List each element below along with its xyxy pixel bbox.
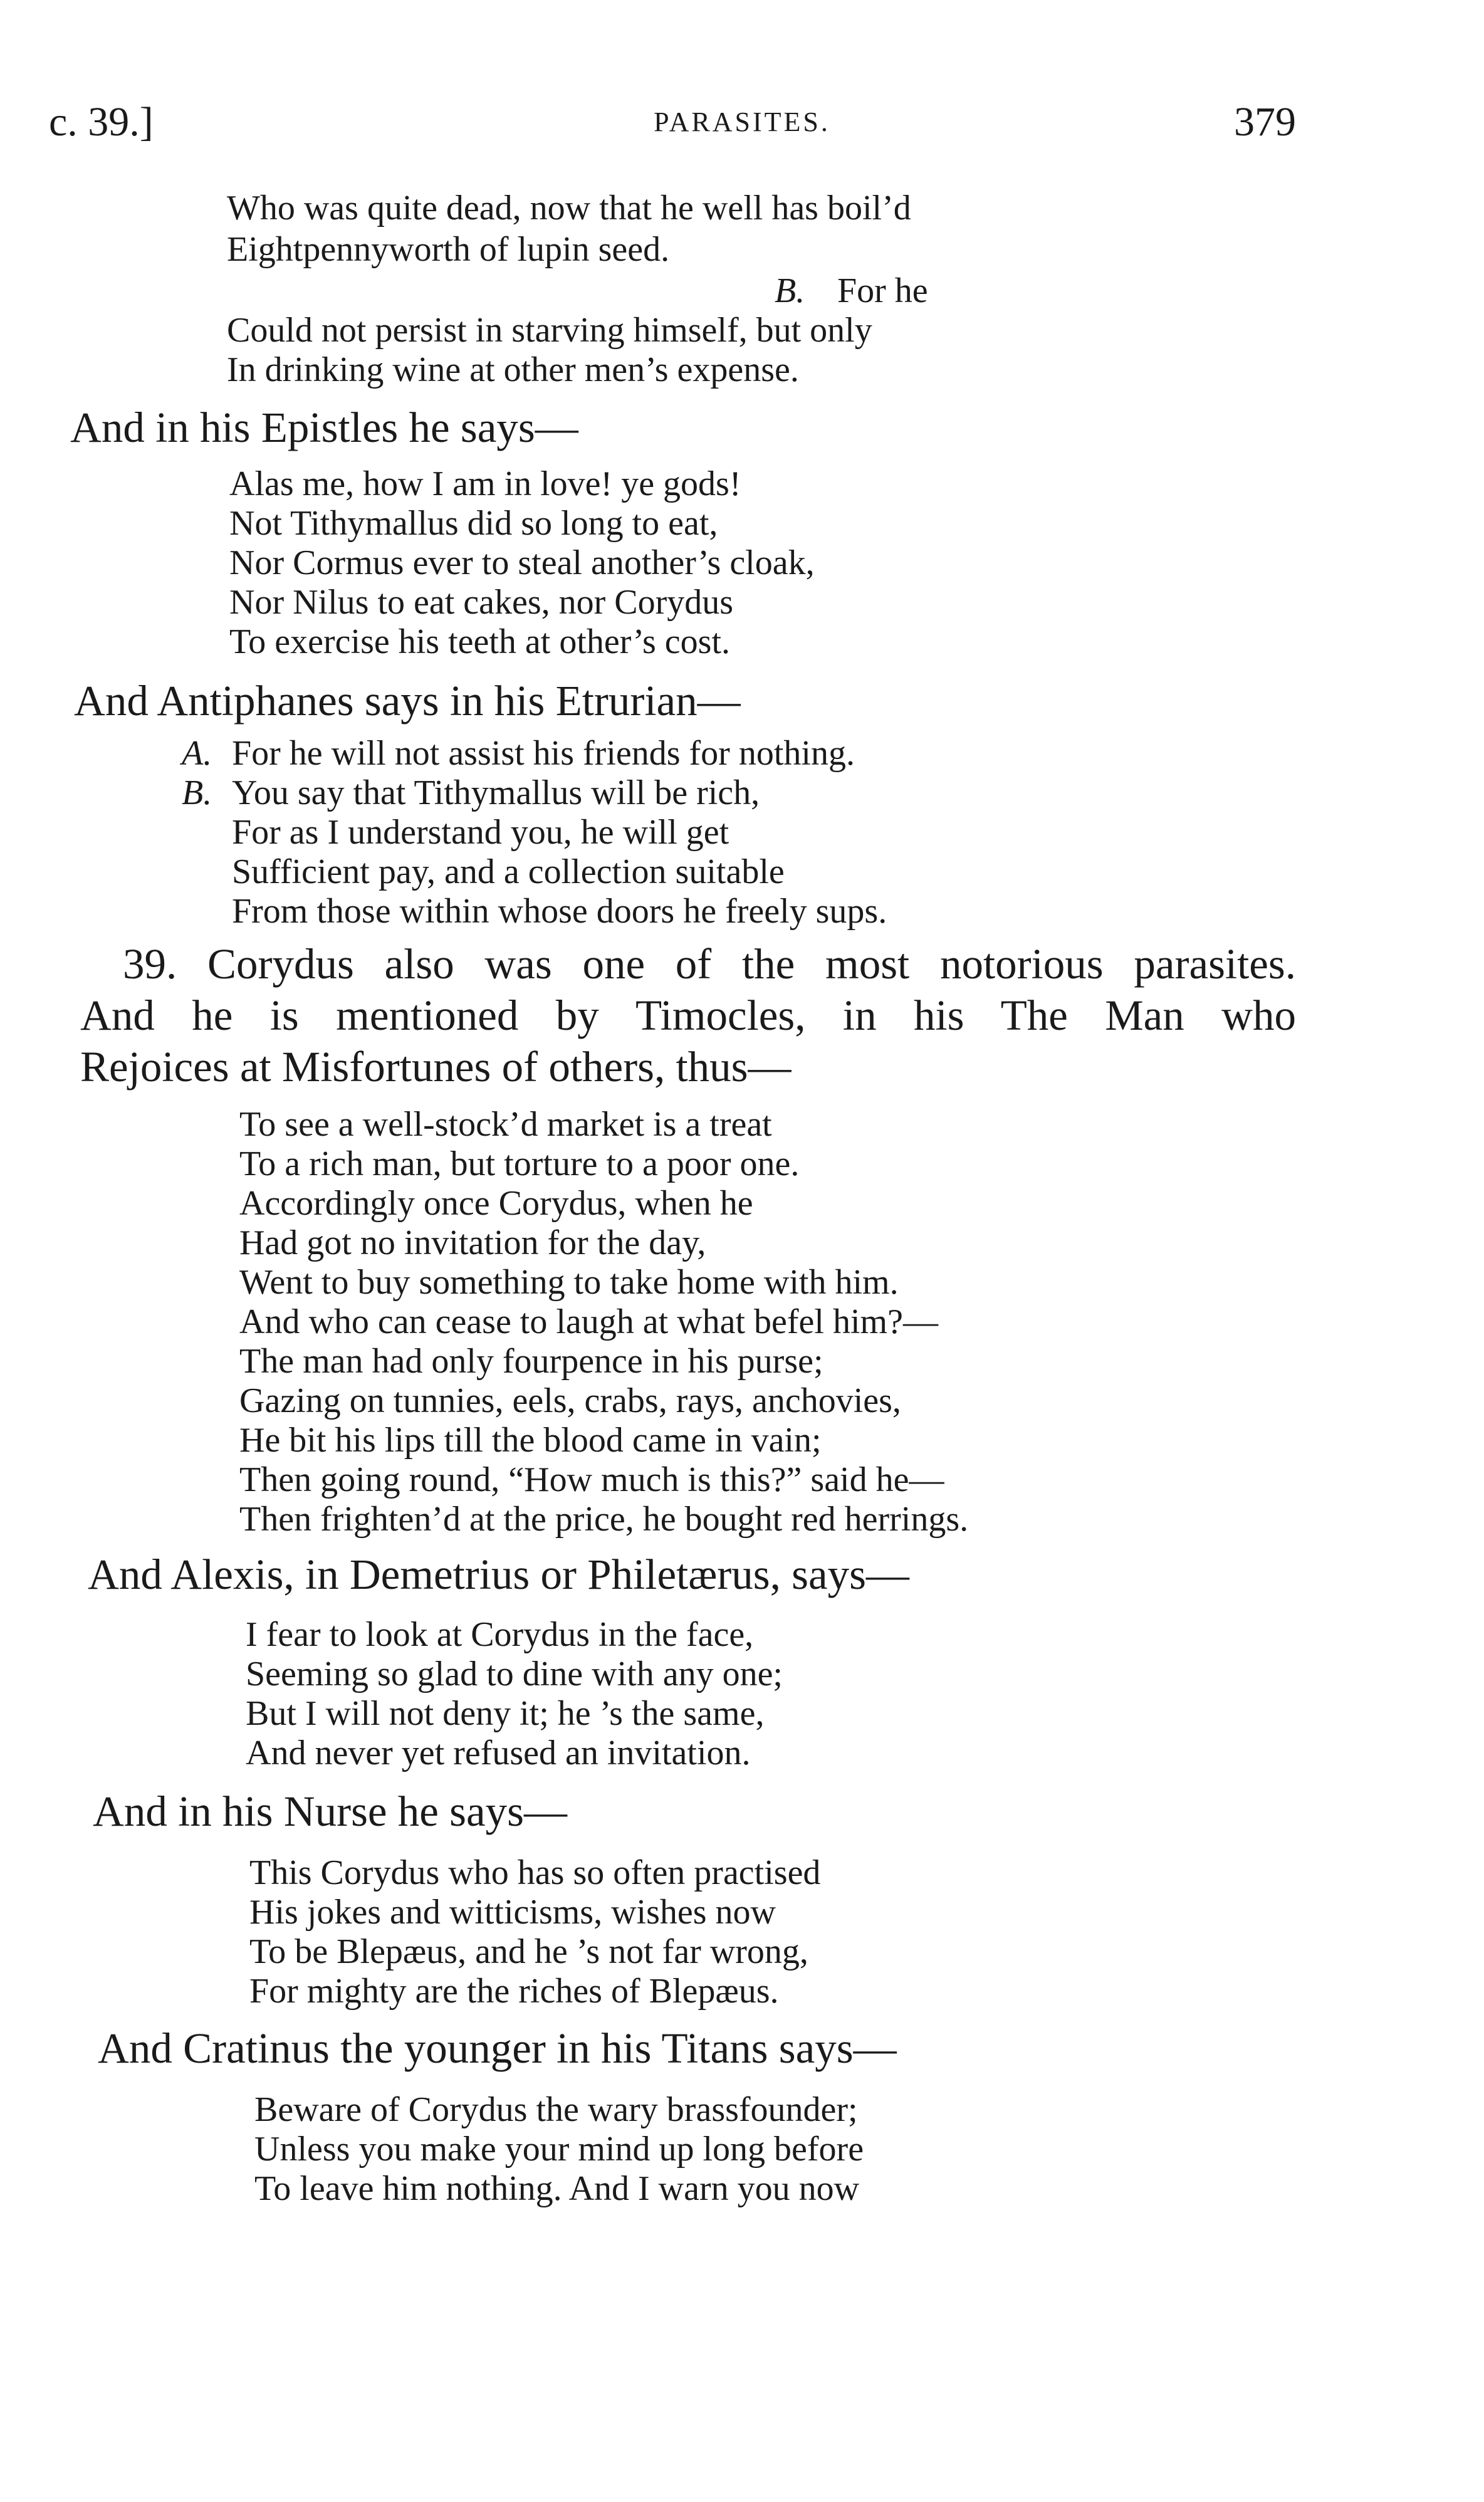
verse-line: For mighty are the riches of Blepæus. xyxy=(249,1972,779,2011)
prose-line: 39. Corydus also was one of the most notorious parasites. xyxy=(123,940,1296,988)
verse-line: Went to buy something to take home with him. xyxy=(239,1263,899,1302)
verse-line: For he xyxy=(837,271,928,310)
prose-line: Rejoices at Misfortunes of others, thus— xyxy=(80,1043,792,1091)
verse-line: Accordingly once Corydus, when he xyxy=(239,1184,753,1223)
verse-line: Unless you make your mind up long before xyxy=(254,2130,864,2169)
speaker-label: A. xyxy=(182,734,212,773)
verse-line: Beware of Corydus the wary brassfounder; xyxy=(254,2090,858,2129)
verse-line: Alas me, how I am in love! ye gods! xyxy=(229,464,741,503)
speaker-label: B. xyxy=(775,271,805,310)
verse-line: This Corydus who has so often practised xyxy=(249,1853,821,1892)
verse-line: To see a well-stock’d market is a treat xyxy=(239,1105,772,1144)
verse-line: In drinking wine at other men’s expense. xyxy=(227,350,799,389)
verse-line: And who can cease to laugh at what befel him?— xyxy=(239,1302,938,1341)
running-title: PARASITES. xyxy=(654,107,830,137)
speaker-label: B. xyxy=(182,773,212,812)
verse-line: Not Tithymallus did so long to eat, xyxy=(229,504,718,543)
prose-line: And he is mentioned by Timocles, in his The Man who xyxy=(80,992,1296,1039)
verse-line: To leave him nothing. And I warn you now xyxy=(254,2169,860,2208)
citation-intro: And in his Nurse he says— xyxy=(93,1788,568,1835)
verse-line: You say that Tithymallus will be rich, xyxy=(232,773,760,812)
verse-line: For as I understand you, he will get xyxy=(232,813,729,852)
verse-line: But I will not deny it; he ’s the same, xyxy=(246,1694,765,1733)
verse-line: I fear to look at Corydus in the face, xyxy=(246,1615,754,1654)
citation-intro: And Cratinus the younger in his Titans says— xyxy=(98,2024,897,2072)
verse-line: To exercise his teeth at other’s cost. xyxy=(229,622,731,661)
citation-intro: And in his Epistles he says— xyxy=(70,404,578,451)
verse-line: Nor Nilus to eat cakes, nor Corydus xyxy=(229,583,734,622)
verse-line: To a rich man, but torture to a poor one. xyxy=(239,1144,800,1183)
citation-intro: And Alexis, in Demetrius or Philetærus, says— xyxy=(88,1551,909,1598)
citation-intro: And Antiphanes says in his Etrurian— xyxy=(74,677,741,725)
page-number: 379 xyxy=(1234,99,1296,145)
verse-line: Had got no invitation for the day, xyxy=(239,1223,706,1262)
verse-line: Could not persist in starving himself, but only xyxy=(227,311,872,350)
verse-line: Sufficient pay, and a collection suitable xyxy=(232,852,785,891)
section-marker: c. 39.] xyxy=(49,99,154,145)
verse-line: The man had only fourpence in his purse; xyxy=(239,1342,823,1381)
verse-line: To be Blepæus, and he ’s not far wrong, xyxy=(249,1932,808,1971)
verse-line: Nor Cormus ever to steal another’s cloak, xyxy=(229,543,815,582)
verse-line: His jokes and witticisms, wishes now xyxy=(249,1893,776,1932)
verse-line: He bit his lips till the blood came in vain; xyxy=(239,1421,822,1460)
verse-line: Then frighten’d at the price, he bought red herrings. xyxy=(239,1500,969,1539)
verse-line: From those within whose doors he freely sups. xyxy=(232,892,887,931)
verse-line: Gazing on tunnies, eels, crabs, rays, anchovies, xyxy=(239,1381,901,1420)
verse-line: Seeming so glad to dine with any one; xyxy=(246,1655,783,1693)
verse-line: For he will not assist his friends for nothing. xyxy=(232,734,855,773)
verse-line: Then going round, “How much is this?” said he— xyxy=(239,1460,944,1499)
verse-line: Eightpennyworth of lupin seed. xyxy=(227,230,670,269)
verse-line: Who was quite dead, now that he well has boil’d xyxy=(227,189,911,228)
verse-line: And never yet refused an invitation. xyxy=(246,1734,751,1772)
